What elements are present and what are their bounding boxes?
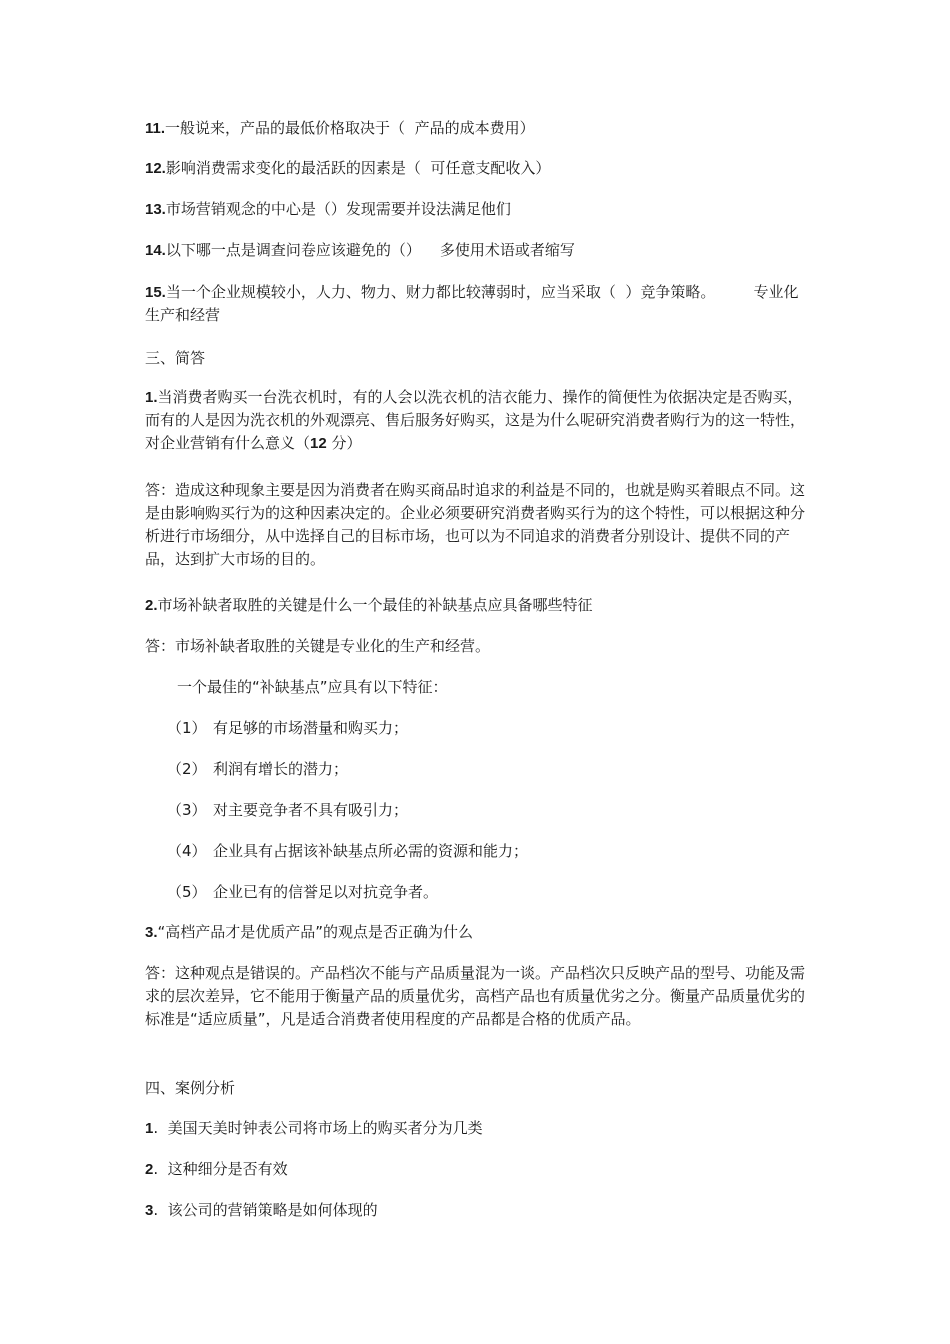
- short-answer-question-2: 2.市场补缺者取胜的关键是什么一个最佳的补缺基点应具备哪些特征: [145, 596, 593, 614]
- case-question-1: 1. 美国天美时钟表公司将市场上的购买者分为几类: [145, 1119, 483, 1137]
- short-answer-question-1: 1.当消费者购买一台洗衣机时，有的人会以洗衣机的洁衣能力、操作的简便性为依据决定是否购买，而有的人是因为洗衣机的外观漂亮、售后服务好购买，这是为什么呢研究消费者购行为的这一特性，对企业营销有什么意义（12 分）: [145, 388, 806, 452]
- question-12: 12.影响消费需求变化的最活跃的因素是（ 可任意支配收入）: [145, 159, 551, 177]
- question-14: 14.以下哪一点是调查问卷应该避免的（） 多使用术语或者缩写: [145, 241, 575, 259]
- short-answer-2-intro: 一个最佳的“补缺基点”应具有以下特征：: [177, 678, 448, 696]
- list-item: （1） 有足够的市场潜量和购买力；: [167, 719, 409, 737]
- question-13: 13.市场营销观念的中心是（）发现需要并设法满足他们: [145, 200, 511, 218]
- list-item: （3） 对主要竞争者不具有吸引力；: [167, 801, 409, 819]
- section-heading-case-analysis: 四、案例分析: [145, 1079, 236, 1097]
- question-15: 15.当一个企业规模较小，人力、物力、财力都比较薄弱时，应当采取（ ）竞争策略。 专业化生产和经营: [145, 283, 799, 324]
- list-item: （2） 利润有增长的潜力；: [167, 760, 349, 778]
- short-answer-3: 答：这种观点是错误的。产品档次不能与产品质量混为一谈。产品档次只反映产品的型号、功能及需求的层次差异，它不能用于衡量产品的质量优劣，高档产品也有质量优劣之分。衡量产品质量优劣的标准是“适应质量”，凡是适合消费者使用程度的产品都是合格的优质产品。: [145, 964, 806, 1028]
- short-answer-1: 答：造成这种现象主要是因为消费者在购买商品时追求的利益是不同的，也就是购买着眼点不同。这是由影响购买行为的这种因素决定的。企业必须要研究消费者购买行为的这个特性，可以根据这种分析进行市场细分，从中选择自己的目标市场，也可以为不同追求的消费者分别设计、提供不同的产品，达到扩大市场的目的。: [145, 481, 806, 568]
- section-heading-short-answer: 三、简答: [145, 349, 206, 367]
- short-answer-2: 答：市场补缺者取胜的关键是专业化的生产和经营。: [145, 637, 491, 655]
- case-question-2: 2. 这种细分是否有效: [145, 1160, 288, 1178]
- list-item: （4） 企业具有占据该补缺基点所必需的资源和能力；: [167, 842, 529, 860]
- short-answer-question-3: 3.“高档产品才是优质产品”的观点是否正确为什么: [145, 923, 474, 941]
- list-item: （5） 企业已有的信誉足以对抗竞争者。: [167, 883, 439, 901]
- question-11: 11.一般说来，产品的最低价格取决于（ 产品的成本费用）: [145, 119, 535, 137]
- case-question-3: 3. 该公司的营销策略是如何体现的: [145, 1201, 378, 1219]
